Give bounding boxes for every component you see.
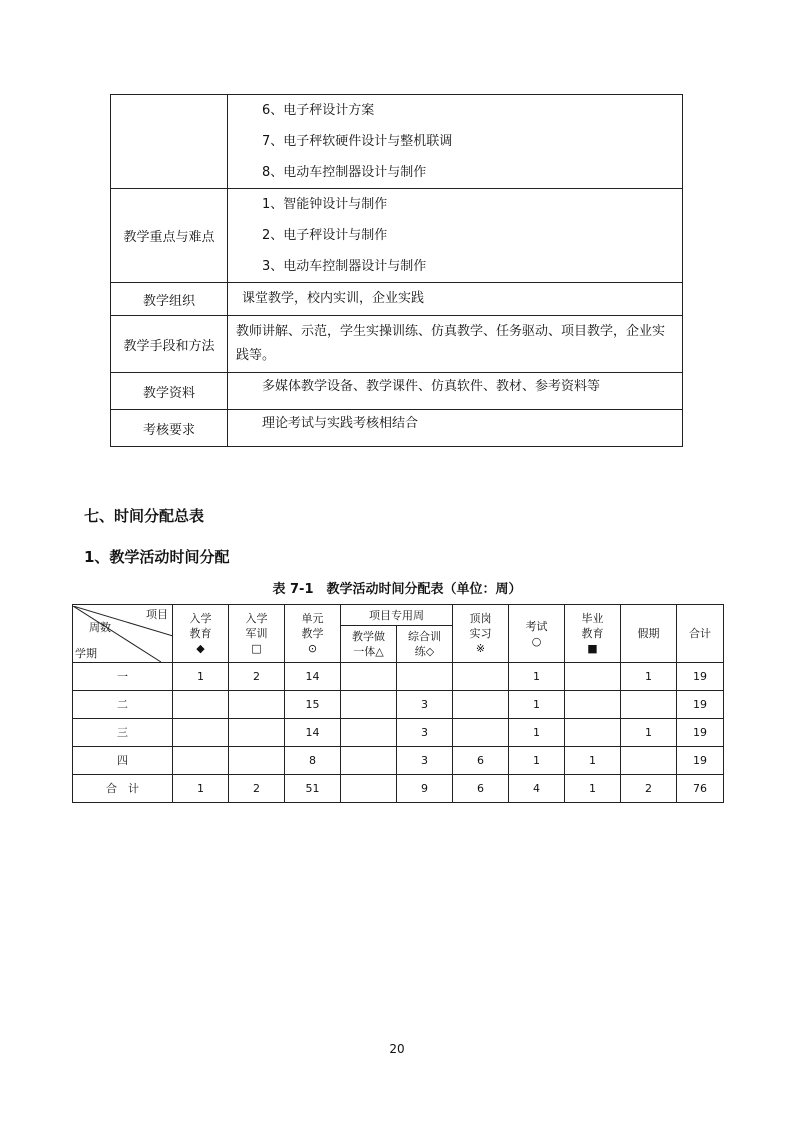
- page-number: 20: [389, 1042, 405, 1056]
- list-item: 2、电子秤设计与制作: [262, 228, 388, 243]
- assessment-text: 理论考试与实践考核相结合: [262, 416, 419, 431]
- header-integrated: 教学做 一体△: [341, 626, 397, 663]
- methods-text: 教师讲解、示范，学生实操训练、仿真教学、任务驱动、项目教学，企业实践等。: [236, 324, 666, 363]
- table-row: 二 15 3 1 19: [73, 691, 724, 719]
- corner-header: [73, 605, 173, 663]
- row-label-materials: 教学资料: [111, 373, 228, 410]
- row-label-empty: [111, 95, 228, 189]
- header-comprehensive: 综合训 练◇: [397, 626, 453, 663]
- table-row: 一 1 2 14 1 1 19: [73, 663, 724, 691]
- assessment-cell: [228, 410, 683, 447]
- header-graduation: 毕业 教育 ■: [565, 605, 621, 663]
- subsection-title: 1、教学活动时间分配: [84, 548, 230, 566]
- corner-term-label: 学期: [75, 646, 97, 660]
- list-item: 1、智能钟设计与制作: [262, 197, 388, 212]
- organization-cell: [228, 283, 683, 316]
- list-item: 8、电动车控制器设计与制作: [262, 165, 427, 180]
- header-total: 合计: [677, 605, 724, 663]
- table-row: 合 计 1 2 51 9 6 4 1 2 76: [73, 775, 724, 803]
- materials-cell: [228, 373, 683, 410]
- section-title: 七、时间分配总表: [84, 507, 205, 525]
- row-label-assessment: 考核要求: [111, 410, 228, 447]
- table-caption: 表 7-1 教学活动时间分配表（单位：周）: [272, 582, 522, 597]
- header-military: 入学 军训 □: [229, 605, 285, 663]
- table-row: 三 14 3 1 1 19: [73, 719, 724, 747]
- row-label-key-points: 教学重点与难点: [111, 189, 228, 283]
- course-info-table: [110, 94, 683, 447]
- time-allocation-table: [72, 604, 724, 803]
- content-list: [228, 95, 683, 189]
- list-item: 3、电动车控制器设计与制作: [262, 259, 427, 274]
- header-project-week: 项目专用周: [341, 605, 453, 626]
- list-item: 7、电子秤软硬件设计与整机联调: [262, 134, 453, 149]
- header-unit-teach: 单元 教学 ⊙: [285, 605, 341, 663]
- organization-text: 课堂教学，校内实训，企业实践: [242, 291, 425, 306]
- materials-text: 多媒体教学设备、教学课件、仿真软件、教材、参考资料等: [262, 379, 601, 394]
- header-vacation: 假期: [621, 605, 677, 663]
- methods-cell: [228, 316, 683, 373]
- key-points-list: [228, 189, 683, 283]
- header-exam: 考试 ○: [509, 605, 565, 663]
- list-item: 6、电子秤设计方案: [262, 103, 375, 118]
- header-internship: 顶岗 实习 ※: [453, 605, 509, 663]
- corner-item-label: 项目: [146, 607, 168, 621]
- row-label-methods: 教学手段和方法: [111, 316, 228, 373]
- row-label-organization: 教学组织: [111, 283, 228, 316]
- header-entry-edu: 入学 教育 ◆: [173, 605, 229, 663]
- corner-weeks-label: 周数: [89, 620, 111, 634]
- table-row: 四 8 3 6 1 1 19: [73, 747, 724, 775]
